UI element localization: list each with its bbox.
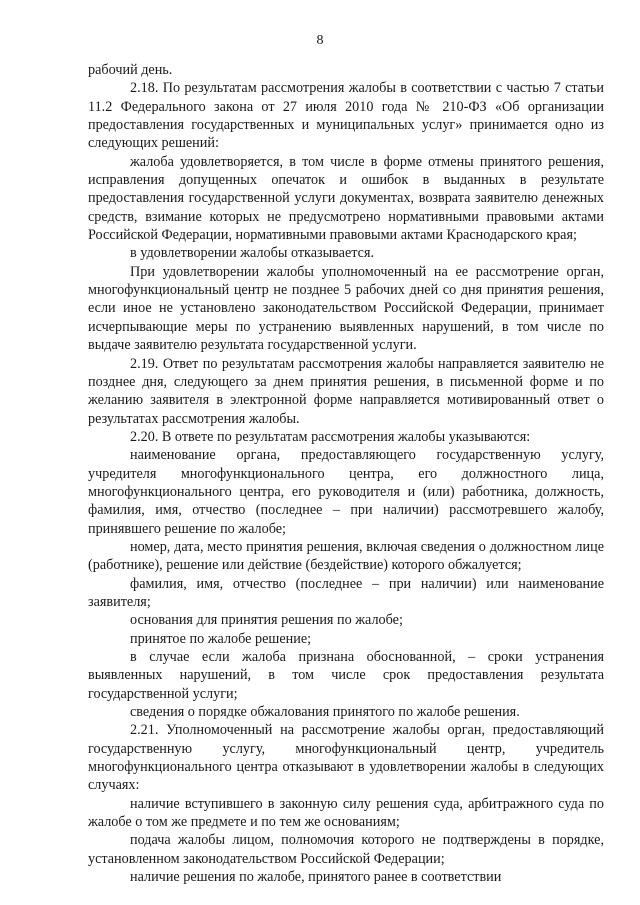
paragraph: При удовлетворении жалобы уполномоченный на ее рассмотрение орган, многофункциональный центр не позднее 5 рабочих дней со дня принятия решения, если иное не установлено законодательством Российской Федерации, принимает исчерпывающие меры по устранению выявленных нарушений, в том числе по выдаче заявителю результата государственной услуги. (88, 263, 604, 354)
paragraph: фамилия, имя, отчество (последнее – при наличии) или наименование заявителя; (88, 575, 604, 610)
paragraph: в удовлетворении жалобы отказывается. (130, 245, 375, 262)
paragraph: 2.20. В ответе по результатам рассмотрения жалобы указываются: (130, 428, 531, 445)
page-number: 8 (316, 33, 324, 48)
paragraph: сведения о порядке обжалования принятого по жалобе решения. (130, 704, 520, 721)
paragraph: наличие вступившего в законную силу решения суда, арбитражного суда по жалобе о том же предмете и по тем же основаниям; (88, 795, 604, 831)
paragraph: номер, дата, место принятия решения, включая сведения о должностном лице (работнике), решение или действие (бездействие) которого обжалуется; (88, 538, 604, 574)
paragraph: 2.19. Ответ по результатам рассмотрения жалобы направляется заявителю не позднее дня, следующего за днем принятия решения, в письменной форме и по желанию заявителя в электронной форме направляется мотивированный ответ о результатах рассмотрения жалобы. (88, 355, 604, 427)
paragraph: наименование органа, предоставляющего государственную услугу, учредителя многофункционального центра, его должностного лица, многофункционального центра, его руководителя и (или) работника, должность, фамилия, имя, отчество (последнее – при наличии) рассмотревшего жалобу, принявшего решение по жалобе; (88, 447, 604, 537)
paragraph: подача жалобы лицом, полномочия которого не подтверждены в порядке, установленном законодательством Российской Федерации; (88, 832, 604, 867)
paragraph: 2.18. По результатам рассмотрения жалобы в соответствии с частью 7 статьи 11.2 Федерального закона от 27 июля 2010 года № 210-ФЗ «Об организации предоставления государственных и муниципальных услуг» принимается одно из следующих решений: (88, 80, 604, 152)
document-body (88, 61, 604, 886)
paragraph: основания для принятия решения по жалобе; (130, 612, 403, 629)
paragraph: рабочий день. (88, 62, 173, 78)
paragraph: 2.21. Уполномоченный на рассмотрение жалобы орган, предоставляющий государственную услугу, многофункциональный центр, учредитель многофункционального центра отказывают в удовлетворении жалобы в следующих случаях: (88, 722, 604, 794)
paragraph: жалоба удовлетворяется, в том числе в форме отмены принятого решения, исправления допущенных опечаток и ошибок в выданных в результате предоставления государственной услуги документах, возврата заявителю денежных средств, взимание которых не предусмотрено нормативными правовыми актами Российской Федерации, нормативными правовыми актами Краснодарского края; (88, 153, 604, 244)
paragraph: принятое по жалобе решение; (130, 630, 312, 647)
paragraph: наличие решения по жалобе, принятого ранее в соответствии (130, 869, 502, 886)
paragraph: в случае если жалоба признана обоснованной, – сроки устранения выявленных нарушений, в том числе срок предоставления результата государственной услуги; (88, 649, 604, 702)
